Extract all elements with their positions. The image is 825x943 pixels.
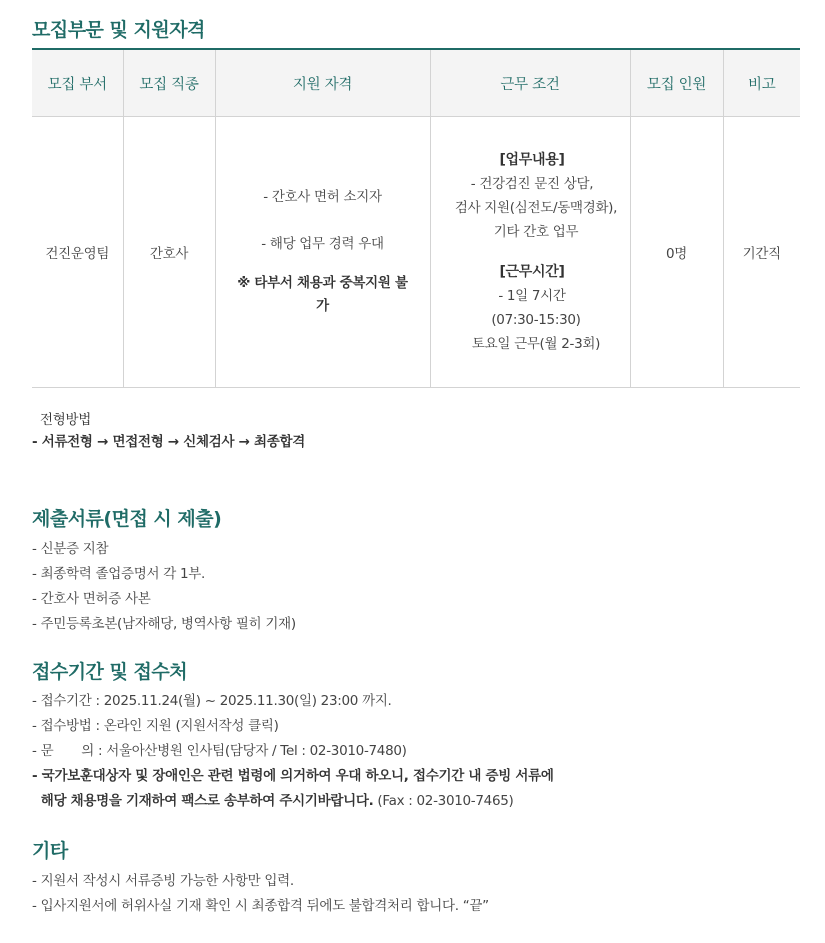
qualification-item: - 해당 업무 경력 우대 (261, 236, 384, 252)
list-item: - 최종학력 졸업증명서 각 1부. (32, 566, 205, 582)
list-item: - 입사지원서에 허위사실 기재 확인 시 최종합격 뒤에도 불합격처리 합니다. “끝” (32, 898, 489, 914)
section-title-etc: 기타 (32, 840, 68, 862)
cell-conditions (430, 117, 630, 388)
section-title-documents: 제출서류(면접 시 제출) (32, 508, 222, 530)
list-item: - 신분증 지참 (32, 541, 109, 557)
section-title-recruit: 모집부문 및 지원자격 (32, 19, 205, 41)
list-item: - 접수방법 : 온라인 지원 (지원서작성 클릭) (32, 718, 279, 734)
cell-remark: 기간직 (723, 117, 800, 388)
header-headcount: 모집 인원 (630, 49, 723, 117)
duty-line: 검사 지원(심전도/동맥경화), (446, 200, 618, 216)
header-conditions: 근무 조건 (430, 49, 630, 117)
list-item: - 지원서 작성시 서류증빙 가능한 사항만 입력. (32, 873, 294, 889)
hours-line: 토요일 근무(월 2-3회) (463, 336, 601, 352)
header-department: 모집 부서 (32, 49, 123, 117)
cell-headcount: 0명 (630, 117, 723, 388)
selection-method-label: 전형방법 (40, 412, 91, 428)
table-header-row (32, 49, 800, 117)
cell-job: 간호사 (123, 117, 215, 388)
table-row (32, 117, 800, 388)
selection-method (32, 409, 305, 453)
fax-number: (Fax : 02-3010-7465) (373, 793, 514, 809)
notice-line: - 국가보훈대상자 및 장애인은 관련 법령에 의거하여 우대 하오니, 접수기간 내 증빙 서류에 (32, 768, 554, 784)
list-item: - 간호사 면허증 사본 (32, 591, 151, 607)
selection-method-flow: - 서류전형 → 면접전형 → 신체검사 → 최종합격 (32, 434, 305, 450)
period-list (32, 689, 554, 814)
header-job: 모집 직종 (123, 49, 215, 117)
list-item: - 접수기간 : 2025.11.24(월) ~ 2025.11.30(일) 23:00 까지. (32, 693, 392, 709)
cell-qualification (215, 117, 430, 388)
notice-text: 해당 채용명을 기재하여 팩스로 송부하여 주시기바랍니다. (32, 793, 374, 809)
notice-line (32, 789, 554, 814)
header-qualification: 지원 자격 (215, 49, 430, 117)
list-item: - 주민등록초본(남자해당, 병역사항 필히 기재) (32, 616, 296, 632)
qualification-note: ※ 타부서 채용과 중복지원 불가 (237, 275, 408, 314)
hours-title: [근무시간] (499, 264, 565, 280)
list-item: - 문 의 : 서울아산병원 인사팀(담당자 / Tel : 02-3010-7480) (32, 743, 407, 759)
etc-list (32, 869, 489, 919)
hours-line: (07:30-15:30) (483, 312, 581, 328)
duty-line: - 건강검진 문진 상담, (470, 176, 594, 192)
cell-department: 건진운영팀 (32, 117, 123, 388)
duty-line: 기타 간호 업무 (485, 224, 579, 240)
recruit-table (32, 48, 800, 388)
header-remark: 비고 (723, 49, 800, 117)
documents-list (32, 537, 296, 637)
duty-title: [업무내용] (499, 152, 565, 168)
hours-line: - 1일 7시간 (498, 288, 566, 304)
qualification-item: - 간호사 면허 소지자 (263, 189, 382, 205)
section-title-period: 접수기간 및 접수처 (32, 661, 188, 683)
